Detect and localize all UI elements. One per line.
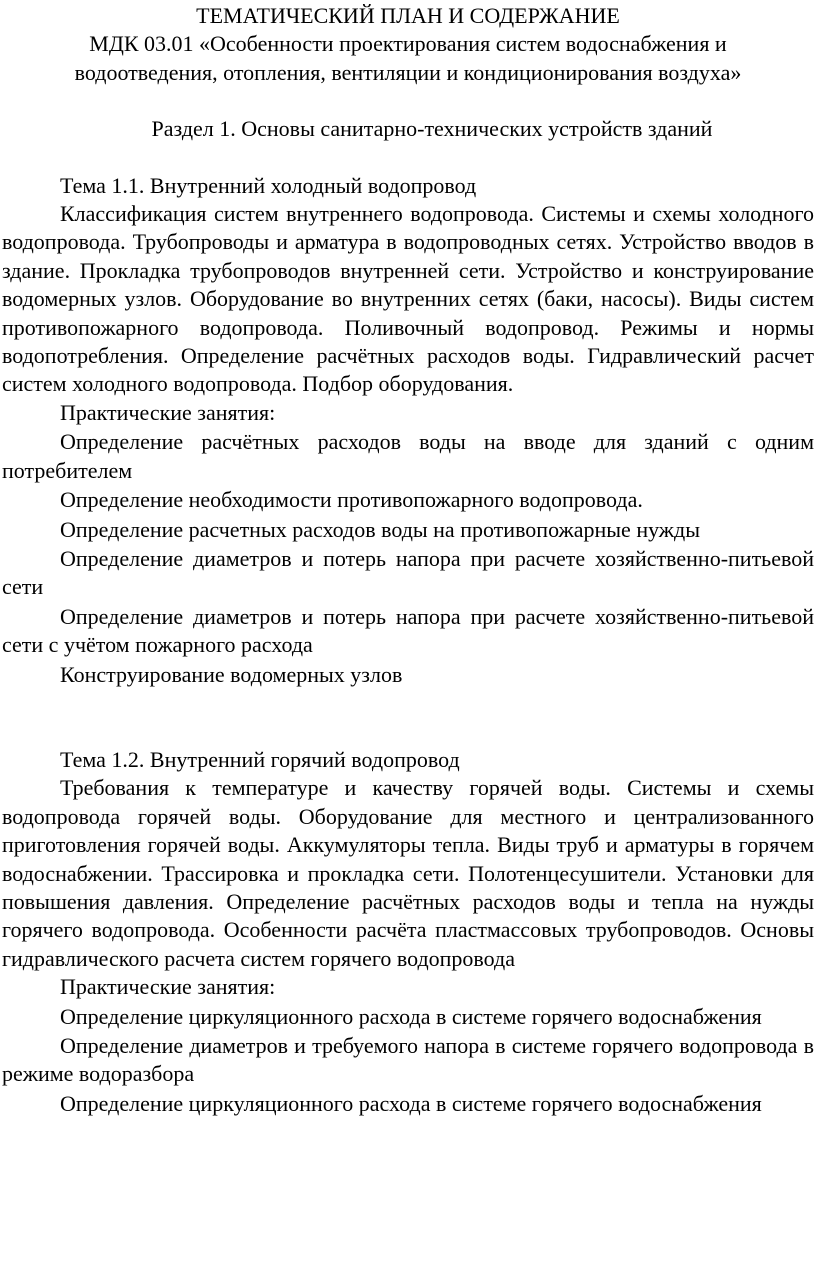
- practice-item: Определение циркуляционного расхода в системе горячего водоснабжения: [60, 1090, 762, 1116]
- document-header: [2, 2, 814, 87]
- practice-item: Конструирование водомерных узлов: [60, 661, 403, 687]
- document-subtitle-line-2: водоотведения, отопления, вентиляции и кондиционирования воздуха»: [74, 59, 742, 85]
- topic-title: Тема 1.2. Внутренний горячий водопровод: [60, 746, 460, 772]
- practice-item: Определение расчетных расходов воды на противопожарные нужды: [60, 516, 700, 542]
- practice-item: Определение циркуляционного расхода в системе горячего водоснабжения: [60, 1003, 762, 1029]
- document-subtitle-line-1: МДК 03.01 «Особенности проектирования систем водоснабжения и: [89, 31, 727, 57]
- practice-item: Определение диаметров и требуемого напора в системе горячего водопровода в режиме водоразбора: [2, 1033, 814, 1087]
- practice-item: Определение диаметров и потерь напора при расчете хозяйственно-питьевой сети с учётом пожарного расхода: [2, 603, 814, 658]
- spacer: [2, 144, 814, 172]
- topic-title: Тема 1.1. Внутренний холодный водопровод: [60, 172, 477, 198]
- practice-label: Практические занятия:: [60, 974, 276, 1000]
- topic-1-1: [2, 172, 814, 689]
- topic-1-2: [2, 746, 814, 1118]
- document-page: [2, 2, 814, 1118]
- practice-item: Определение необходимости противопожарного водопровода.: [60, 487, 643, 513]
- spacer: [2, 689, 814, 746]
- practice-list: [2, 1002, 814, 1119]
- practice-label: Практические занятия:: [60, 399, 276, 425]
- topic-content: Классификация систем внутреннего водопровода. Системы и схемы холодного водопровода. Трубопроводы и арматура в водопроводных сетях. Устройство вводов в здание. Прокладка трубопроводов внутренней сети. Устройство и конструирование водомерных узлов. Оборудование во внутренних сетях (баки, насосы). Виды систем противопожарного водопровода. Поливочный водопровод. Режимы и нормы водопотребления. Определение расчётных расходов воды. Гидравлический расчет систем холодного водопровода. Подбор оборудования.: [2, 201, 814, 397]
- topic-content: Требования к температуре и качеству горячей воды. Системы и схемы водопровода горячей воды. Оборудование для местного и централизованного приготовления горячей воды. Аккумуляторы тепла. Виды труб и арматуры в горячем водоснабжении. Трассировка и прокладка сети. Полотенцесушители. Установки для повышения давления. Определение расчётных расходов воды и тепла на нужды горячего водопровода. Особенности расчёта пластмассовых трубопроводов. Основы гидравлического расчета систем горячего водопровода: [2, 775, 814, 971]
- document-title: ТЕМАТИЧЕСКИЙ ПЛАН И СОДЕРЖАНИЕ: [196, 3, 620, 28]
- section-title: Раздел 1. Основы санитарно-технических устройств зданий: [151, 116, 713, 142]
- practice-item: Определение диаметров и потерь напора при расчете хозяйственно-питьевой сети: [2, 545, 814, 600]
- practice-list: [2, 427, 814, 689]
- practice-item: Определение расчётных расходов воды на вводе для зданий с одним потребителем: [2, 429, 814, 483]
